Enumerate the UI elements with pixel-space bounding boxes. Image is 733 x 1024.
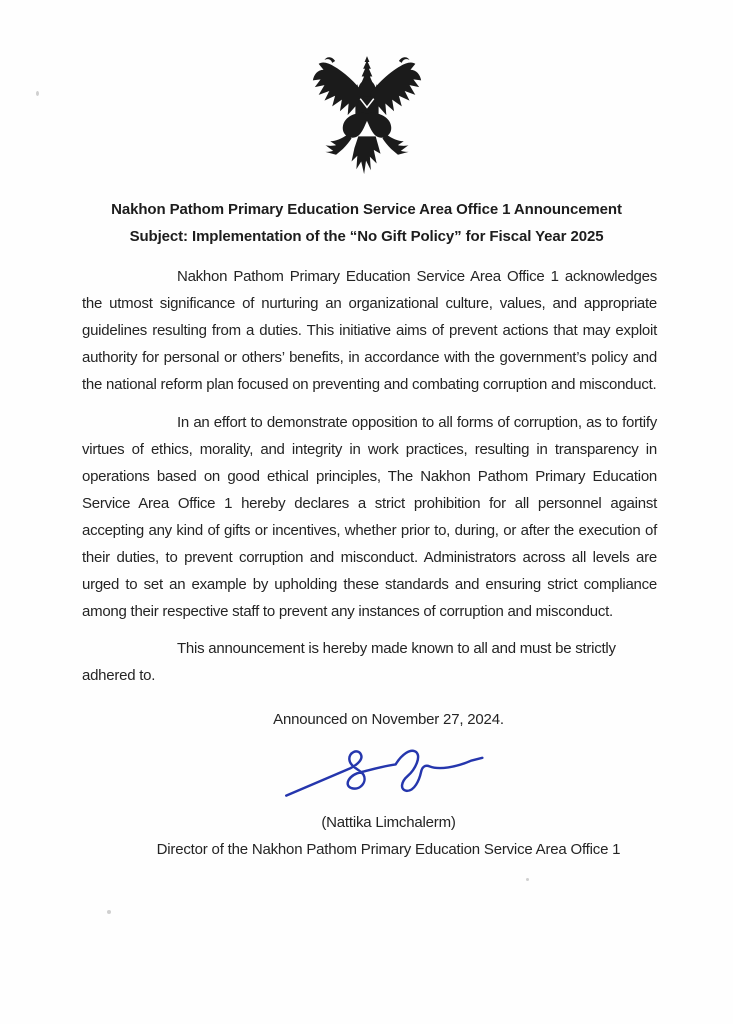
paragraph-2: In an effort to demonstrate opposition to all forms of corruption, as to fortify virtues of ethics, morality, and integrity in work practices, resulting in transparency in operations based on good ethical principles, The Nakhon Pathom Primary Education Service Area Office 1 hereby declares a strict prohibition for all personnel against accepting any kind of gifts or incentives, whether prior to, during, or after the execution of their duties, to prevent corruption and misconduct. Administrators across all levels are urged to set an example by upholding these standards and ensuring strict compliance among their respective staff to prevent any instances of corruption and misconduct.: [82, 414, 657, 620]
announcement-date: Announced on November 27, 2024.: [273, 711, 504, 728]
garuda-emblem: [0, 0, 733, 183]
garuda-emblem-graphic: [309, 55, 425, 183]
signatory-title: Director of the Nakhon Pathom Primary Education Service Area Office 1: [156, 841, 621, 858]
paragraph-1: Nakhon Pathom Primary Education Service Area Office 1 acknowledges the utmost significance of nurturing an organizational culture, values, and appropriate guidelines resulting from a duties. This initiative aims of prevent actions that may exploit authority for personal or others’ benefits, in accordance with the government’s policy and the national reform plan focused on preventing and combating corruption and misconduct.: [82, 268, 657, 393]
document-subject: Subject: Implementation of the “No Gift Policy” for Fiscal Year 2025: [129, 228, 604, 245]
closing-statement: This announcement is hereby made known to all and must be strictly adhered to.: [82, 640, 616, 684]
document-title: Nakhon Pathom Primary Education Service Area Office 1 Announcement: [111, 201, 622, 218]
scan-speck: [526, 878, 529, 881]
scan-speck: [36, 91, 39, 96]
handwritten-signature: [44, 739, 733, 805]
signatory-name: (Nattika Limchalerm): [321, 814, 456, 831]
scan-speck: [107, 910, 111, 914]
signature-ink: [274, 739, 504, 805]
signature-block: [0, 706, 733, 863]
